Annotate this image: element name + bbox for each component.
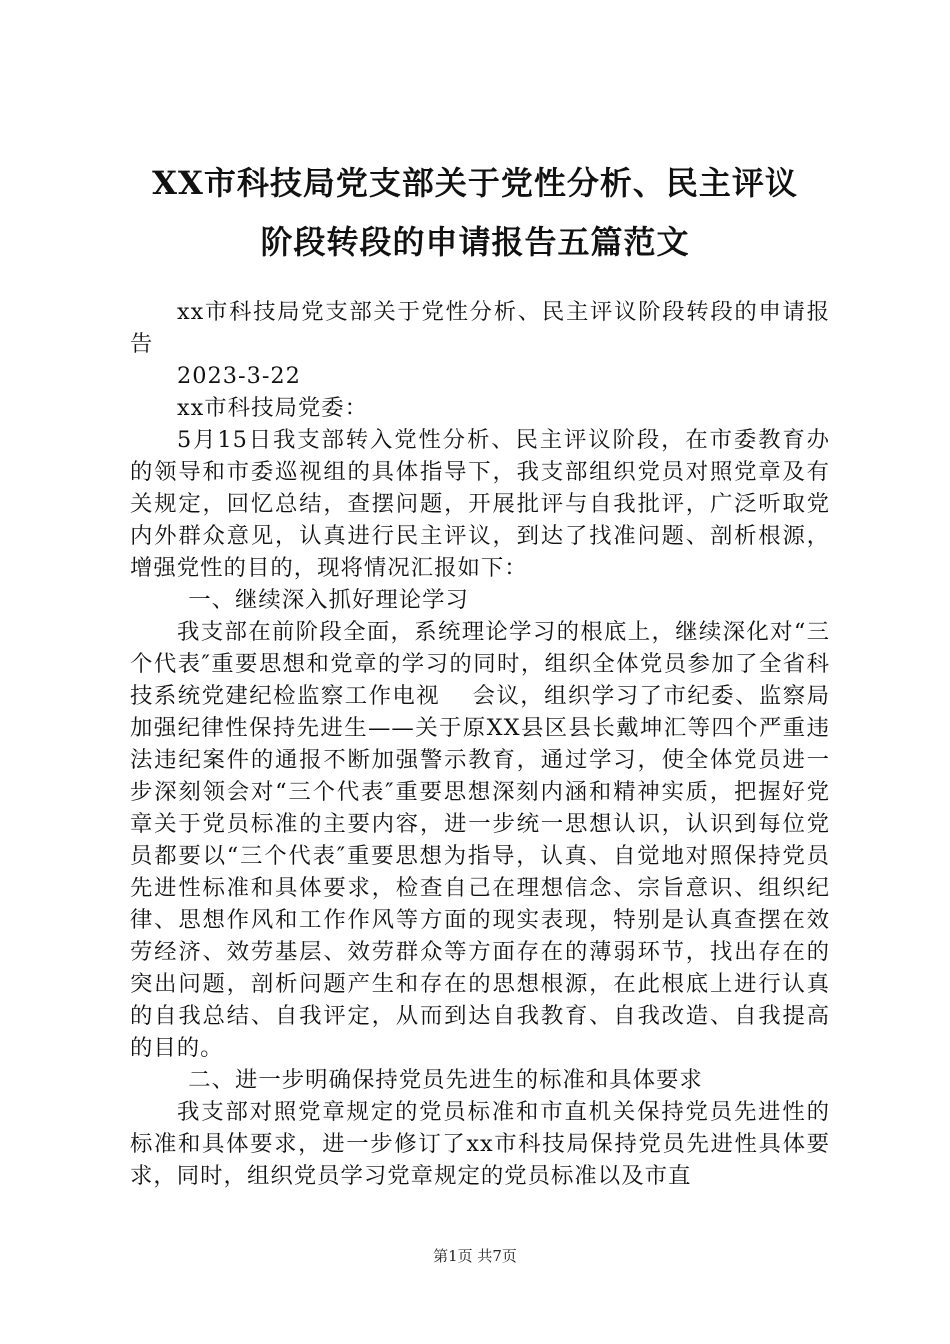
document-title-line-2: 阶段转段的申请报告五篇范文 xyxy=(260,223,690,261)
report-date: 2023-3-22 xyxy=(177,363,301,389)
report-subject-paragraph: xx市科技局党支部关于党性分析、民主评议阶段转段的申请报告 xyxy=(130,299,830,357)
body-paragraph: 我支部在前阶段全面，系统理论学习的根底上，继续深化对“三个代表″重要思想和党章的学习的同时，组织全体党员参加了全省科技系统党建纪检监察工作电视 会议，组织学习了市纪委、监察局加强纪律性保持先进生——关于原XX县区县长戴坤汇等四个严重违法违纪案件的通报不断加强警示教育，通过学习，使全体党员进一步深刻领会对“三个代表″重要思想深刻内涵和精神实质，把握好党章关于党员标准的主要内容，进一步统一思想认识，认识到每位党员都要以“三个代表″重要思想为指导，认真、自觉地对照保持党员先进性标准和具体要求，检查自己在理想信念、宗旨意识、组织纪律、思想作风和工作作风等方面的现实表现，特别是认真查摆在效劳经济、效劳基层、效劳群众等方面存在的薄弱环节，找出存在的突出问题，剖析问题产生和存在的思想根源，在此根底上进行认真的自我总结、自我评定，从而到达自我教育、自我改造、自我提高的目的。 xyxy=(130,619,830,1061)
section-heading: 二、进一步明确保持党员先进生的标准和具体要求 xyxy=(188,1067,703,1093)
document-body xyxy=(130,296,830,1192)
report-addressee: xx市科技局党委： xyxy=(177,395,369,421)
body-paragraph: 5月15日我支部转入党性分析、民主评议阶段，在市委教育办的领导和市委巡视组的具体指导下，我支部组织党员对照党章及有关规定，回忆总结，查摆问题，开展批评与自我批评，广泛听取党内外群众意见，认真进行民主评议，到达了找准问题、剖析根源，增强党性的目的，现将情况汇报如下： xyxy=(130,427,830,581)
page-number-footer: 第1页 共7页 xyxy=(433,1247,517,1265)
document-title-line-1: XX市科技局党支部关于党性分析、民主评议 xyxy=(152,164,798,202)
body-paragraph: 我支部对照党章规定的党员标准和市直机关保持党员先进性的标准和具体要求，进一步修订了xx市科技局保持党员先进性具体要求，同时，组织党员学习党章规定的党员标准以及市直 xyxy=(130,1099,830,1189)
section-heading: 一、继续深入抓好理论学习 xyxy=(188,587,469,613)
